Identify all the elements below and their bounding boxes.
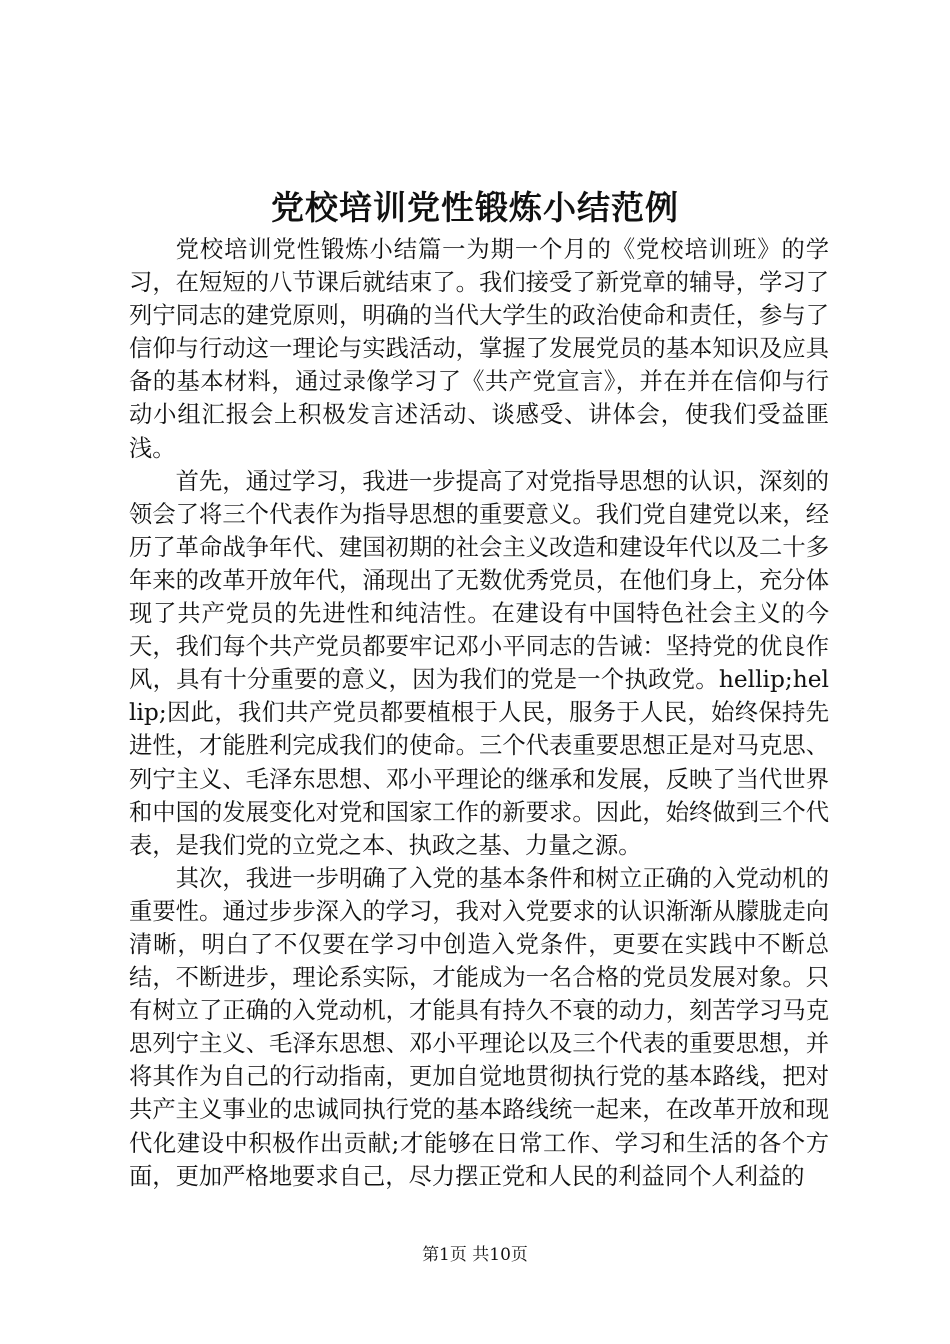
document-body [129, 233, 829, 1193]
paragraph-intro: 党校培训党性锻炼小结篇一为期一个月的《党校培训班》的学习，在短短的八节课后就结束了。我们接受了新党章的辅导，学习了列宁同志的建党原则，明确的当代大学生的政治使命和责任，参与了信仰与行动这一理论与实践活动，掌握了发展党员的基本知识及应具备的基本材料，通过录像学习了《共产党宣言》，并在并在信仰与行动小组汇报会上积极发言述活动、谈感受、讲体会，使我们受益匪浅。 [129, 236, 829, 462]
paragraph-first: 首先，通过学习，我进一步提高了对党指导思想的认识，深刻的领会了将三个代表作为指导思想的重要意义。我们党自建党以来，经历了革命战争年代、建国初期的社会主义改造和建设年代以及二十多年来的改革开放年代，涌现出了无数优秀党员，在他们身上，充分体现了共产党员的先进性和纯洁性。在建设有中国特色社会主义的今天，我们每个共产党员都要牢记邓小平同志的告诫：坚持党的优良作风，具有十分重要的意义，因为我们的党是一个执政党。hellip;hellip;因此，我们共产党员都要植根于人民，服务于人民，始终保持先进性，才能胜利完成我们的使命。三个代表重要思想正是对马克思、列宁主义、毛泽东思想、邓小平理论的继承和发展，反映了当代世界和中国的发展变化对党和国家工作的新要求。因此，始终做到三个代表，是我们党的立党之本、执政之基、力量之源。 [129, 467, 829, 859]
document-title: 党校培训党性锻炼小结范例 [271, 188, 679, 227]
page-number-footer: 第1页 共10页 [422, 1245, 528, 1265]
paragraph-second: 其次，我进一步明确了入党的基本条件和树立正确的入党动机的重要性。通过步步深入的学习，我对入党要求的认识渐渐从朦胧走向清晰，明白了不仅要在学习中创造入党条件，更要在实践中不断总结，不断进步，理论系实际，才能成为一名合格的党员发展对象。只有树立了正确的入党动机，才能具有持久不衰的动力，刻苦学习马克思列宁主义、毛泽东思想、邓小平理论以及三个代表的重要思想，并将其作为自己的行动指南，更加自觉地贯彻执行党的基本路线，把对共产主义事业的忠诚同执行党的基本路线统一起来，在改革开放和现代化建设中积极作出贡献;才能够在日常工作、学习和生活的各个方面，更加严格地要求自己，尽力摆正党和人民的利益同个人利益的 [129, 864, 829, 1190]
